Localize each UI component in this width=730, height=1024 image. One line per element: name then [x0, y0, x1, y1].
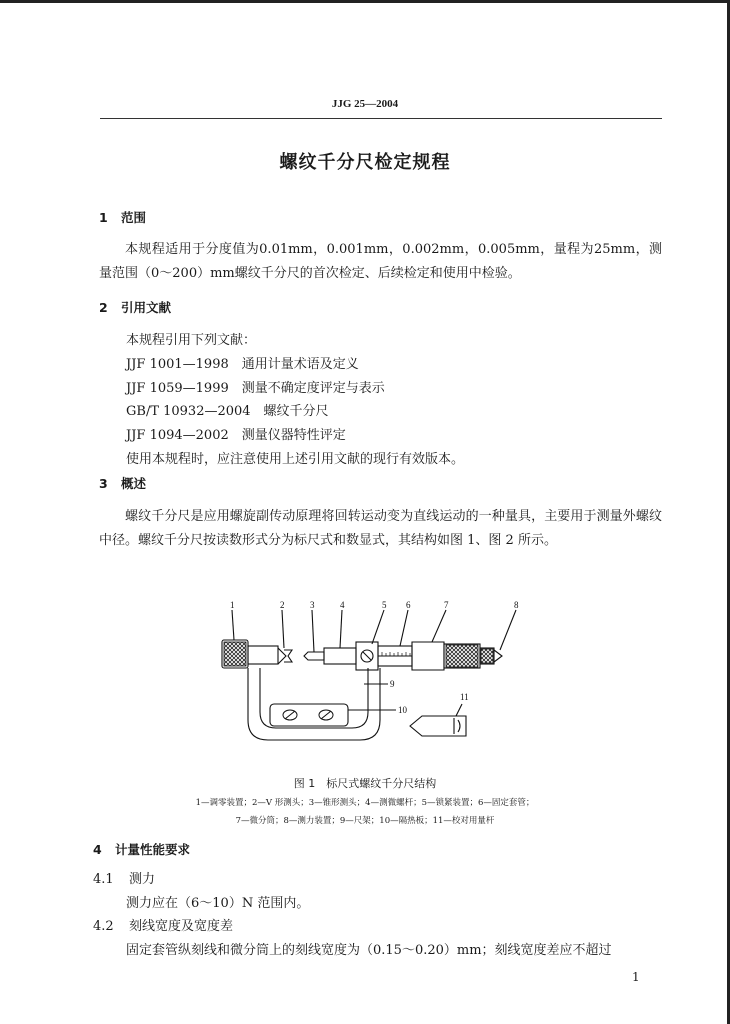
figure-label: 3: [310, 600, 315, 610]
subsection-number: 4.1: [93, 872, 114, 887]
insulating-plate: [270, 704, 348, 726]
figure-label: 7: [444, 600, 449, 610]
section-number: 4: [93, 842, 102, 857]
section-title: 概述: [121, 476, 147, 491]
section-number: 3: [99, 476, 108, 491]
subsection-4-1-text: 测力应在（6～10）N 范围内。: [126, 896, 310, 911]
reference-line: JJF 1094—2002 测量仪器特性评定: [126, 428, 346, 443]
section-3-heading: [99, 474, 146, 492]
section-number: 2: [99, 300, 108, 315]
subsection-4-1-heading: [93, 868, 155, 887]
figure-legend-line: 7—微分筒；8—测力装置；9—尺架；10—隔热板；11—校对用量杆: [235, 816, 495, 826]
figure-label: 1: [230, 600, 235, 610]
running-header: JJG 25—2004: [331, 98, 399, 110]
section-number: 1: [99, 210, 108, 225]
figure-label: 9: [390, 679, 395, 689]
section-title: 引用文献: [121, 300, 172, 315]
subsection-title: 刻线宽度及宽度差: [129, 919, 234, 934]
subsection-4-2-heading: [93, 915, 233, 934]
spindle: [324, 648, 356, 664]
reference-line: JJF 1001—1998 通用计量术语及定义: [126, 357, 359, 372]
reference-line: 本规程引用下列文献：: [126, 333, 257, 348]
cone-anvil: [304, 652, 324, 660]
figure-caption: 图 1 标尺式螺纹千分尺结构: [293, 777, 437, 790]
subsection-title: 测力: [129, 872, 156, 887]
reference-line: 使用本规程时，应注意使用上述引用文献的现行有效版本。: [126, 452, 465, 467]
figure-label: 10: [398, 705, 407, 715]
figure-label: 2: [280, 600, 285, 610]
subsection-4-2-text: 固定套管纵刻线和微分筒上的刻线宽度为（0.15～0.20）mm；刻线宽度差应不超过: [126, 943, 612, 958]
figure-label: 6: [406, 600, 411, 610]
header-rule: [100, 118, 662, 119]
calibration-rod: [410, 716, 466, 736]
page-number: 1: [632, 970, 640, 984]
section-1-heading: [99, 208, 146, 226]
scan-border-top: [0, 0, 730, 3]
section-4-heading: [93, 840, 190, 858]
thimble: [412, 642, 444, 670]
micrometer-figure: [200, 600, 540, 770]
reference-line: JJF 1059—1999 测量不确定度评定与表示: [126, 381, 385, 396]
document-title: 螺纹千分尺检定规程: [279, 152, 451, 173]
frame-inner: [260, 668, 368, 728]
section-title: 范围: [121, 210, 147, 225]
figure-label: 8: [514, 600, 519, 610]
figure-label: 11: [460, 692, 469, 702]
section-title: 计量性能要求: [115, 842, 191, 857]
subsection-number: 4.2: [93, 919, 114, 934]
figure-label: 5: [382, 600, 387, 610]
section-2-heading: [99, 298, 171, 316]
reference-line: GB/T 10932—2004 螺纹千分尺: [126, 404, 329, 419]
section-3-paragraph: 螺纹千分尺是应用螺旋副传动原理将回转运动变为直线运动的一种量具，主要用于测量外螺纹中径。螺纹千分尺按读数形式分为标尺式和数显式，其结构如图 1、图 2 所示。: [99, 509, 662, 548]
section-1-paragraph: 本规程适用于分度值为0.01mm，0.001mm，0.002mm，0.005mm，量程为25mm，测量范围（0～200）mm螺纹千分尺的首次检定、后续检定和使用中检验。: [99, 242, 662, 281]
figure-legend-line: 1—调零装置；2—V 形测头；3—锥形测头；4—测微螺杆；5—锁紧装置；6—固定套管；: [195, 798, 535, 808]
figure-label: 4: [340, 600, 345, 610]
anvil-sleeve: [248, 646, 278, 664]
